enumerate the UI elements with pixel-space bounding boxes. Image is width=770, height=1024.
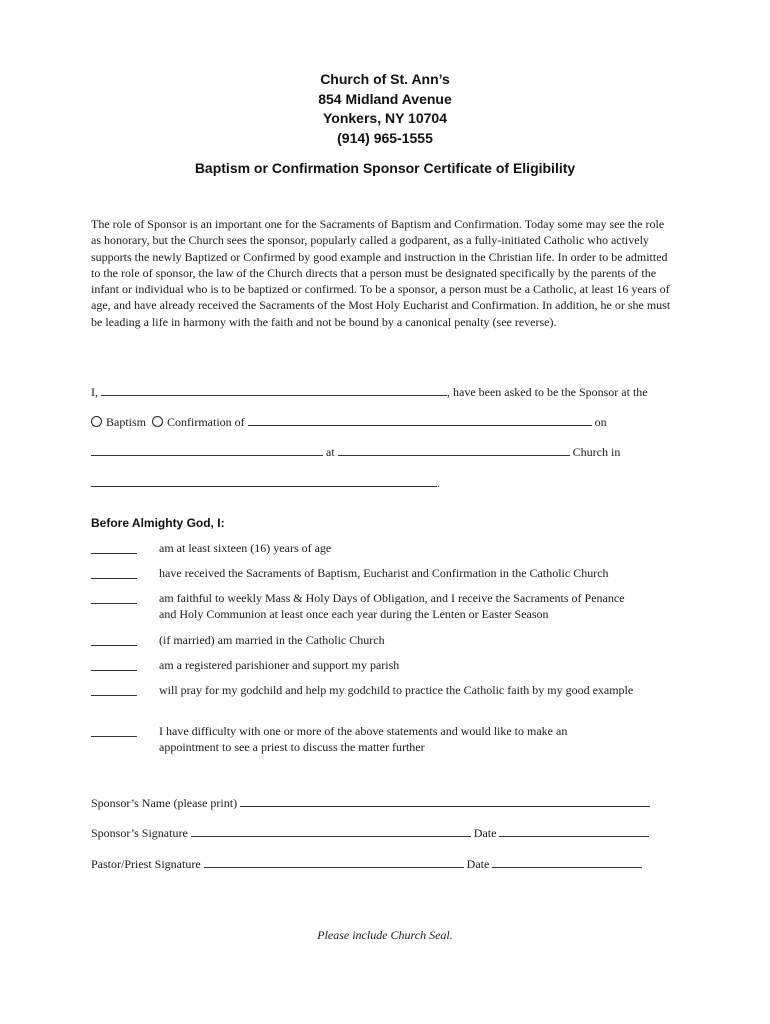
period: . bbox=[437, 476, 440, 490]
confirmation-label: Confirmation of bbox=[167, 415, 245, 429]
statement-text: will pray for my godchild and help my godchild to practice the Catholic faith by my good example bbox=[159, 683, 634, 697]
statement-text: (if married) am married in the Catholic Church bbox=[159, 633, 385, 647]
sponsor-signature-field[interactable] bbox=[191, 825, 471, 837]
document-title: Baptism or Confirmation Sponsor Certificate of Eligibility bbox=[194, 160, 576, 176]
confirmation-radio[interactable] bbox=[152, 416, 163, 427]
date-label: Date bbox=[473, 826, 497, 840]
candidate-name-blank[interactable] bbox=[248, 414, 592, 426]
church-header bbox=[0, 70, 770, 148]
statement-blank[interactable] bbox=[91, 736, 137, 737]
statement-blank[interactable] bbox=[91, 670, 137, 671]
statement-text: am a registered parishioner and support my parish bbox=[159, 658, 400, 672]
church-blank[interactable] bbox=[338, 444, 570, 456]
sponsor-name-field[interactable] bbox=[240, 795, 650, 807]
baptism-radio[interactable] bbox=[91, 416, 102, 427]
date-blank[interactable] bbox=[91, 444, 323, 456]
church-in-label: Church in bbox=[572, 445, 621, 459]
church-seal-note: Please include Church Seal. bbox=[317, 928, 453, 942]
declaration-line-3 bbox=[91, 444, 620, 460]
on-label: on bbox=[594, 415, 607, 429]
sponsor-signature-row bbox=[91, 825, 649, 841]
asked-text: , have been asked to be the Sponsor at the bbox=[447, 385, 648, 399]
statement-text: I have difficulty with one or more of the above statements and would like to make an appointment to see a priest to discuss the matter further bbox=[159, 724, 568, 754]
statement-blank[interactable] bbox=[91, 603, 137, 604]
pastor-signature-label: Pastor/Priest Signature bbox=[91, 857, 201, 871]
i-label: I, bbox=[91, 385, 98, 399]
statement-blank[interactable] bbox=[91, 553, 137, 554]
statement-blank[interactable] bbox=[91, 645, 137, 646]
statement-text: am faithful to weekly Mass & Holy Days of Obligation, and I receive the Sacraments of Penance and Holy Communion at least once each year during the Lenten or Easter Season bbox=[159, 591, 625, 621]
section-heading: Before Almighty God, I: bbox=[91, 516, 225, 530]
declaration-line-2 bbox=[91, 414, 607, 430]
declaration-line-1 bbox=[91, 384, 648, 400]
statement-blank[interactable] bbox=[91, 578, 137, 579]
at-label: at bbox=[326, 445, 335, 459]
sponsor-date-field[interactable] bbox=[499, 825, 649, 837]
church-city: Yonkers, NY 10704 bbox=[322, 110, 447, 126]
church-street: 854 Midland Avenue bbox=[318, 90, 452, 107]
location-blank[interactable] bbox=[91, 475, 437, 487]
sponsor-name-row bbox=[91, 795, 650, 811]
sponsor-signature-label: Sponsor’s Signature bbox=[91, 826, 188, 840]
church-name: Church of St. Ann’s bbox=[320, 71, 450, 87]
pastor-date-field[interactable] bbox=[492, 856, 642, 868]
sponsor-name-blank[interactable] bbox=[101, 384, 447, 396]
date-label: Date bbox=[466, 857, 490, 871]
sponsor-name-label: Sponsor’s Name (please print) bbox=[91, 796, 238, 810]
pastor-signature-row bbox=[91, 856, 642, 872]
statement-text: am at least sixteen (16) years of age bbox=[159, 541, 332, 555]
statement-text: have received the Sacraments of Baptism, Eucharist and Confirmation in the Catholic Church bbox=[159, 566, 609, 580]
statement-blank[interactable] bbox=[91, 695, 137, 696]
intro-paragraph: The role of Sponsor is an important one for the Sacraments of Baptism and Confirmation. Today some may see the role as honorary, but the Church sees the sponsor, popularly called a godparent, as a fully-initiated Catholic who actively supports the newly Baptized or Confirmed by good example and instruction in the Christian life. In order to be admitted to the role of sponsor, the law of the Church directs that a person must be designated specifically by the parents of the infant or individual who is to be baptized or confirmed. To be a sponsor, a person must be a Catholic, at least 16 years of age, and have already received the Sacraments of the Most Holy Eucharist and Confirmation. In addition, he or she must be leading a life in harmony with the faith and not be bound by a canonical penalty (see reverse). bbox=[91, 217, 671, 329]
pastor-signature-field[interactable] bbox=[204, 856, 464, 868]
baptism-label: Baptism bbox=[106, 415, 147, 429]
declaration-line-4 bbox=[91, 475, 440, 491]
church-phone: (914) 965-1555 bbox=[337, 129, 433, 146]
